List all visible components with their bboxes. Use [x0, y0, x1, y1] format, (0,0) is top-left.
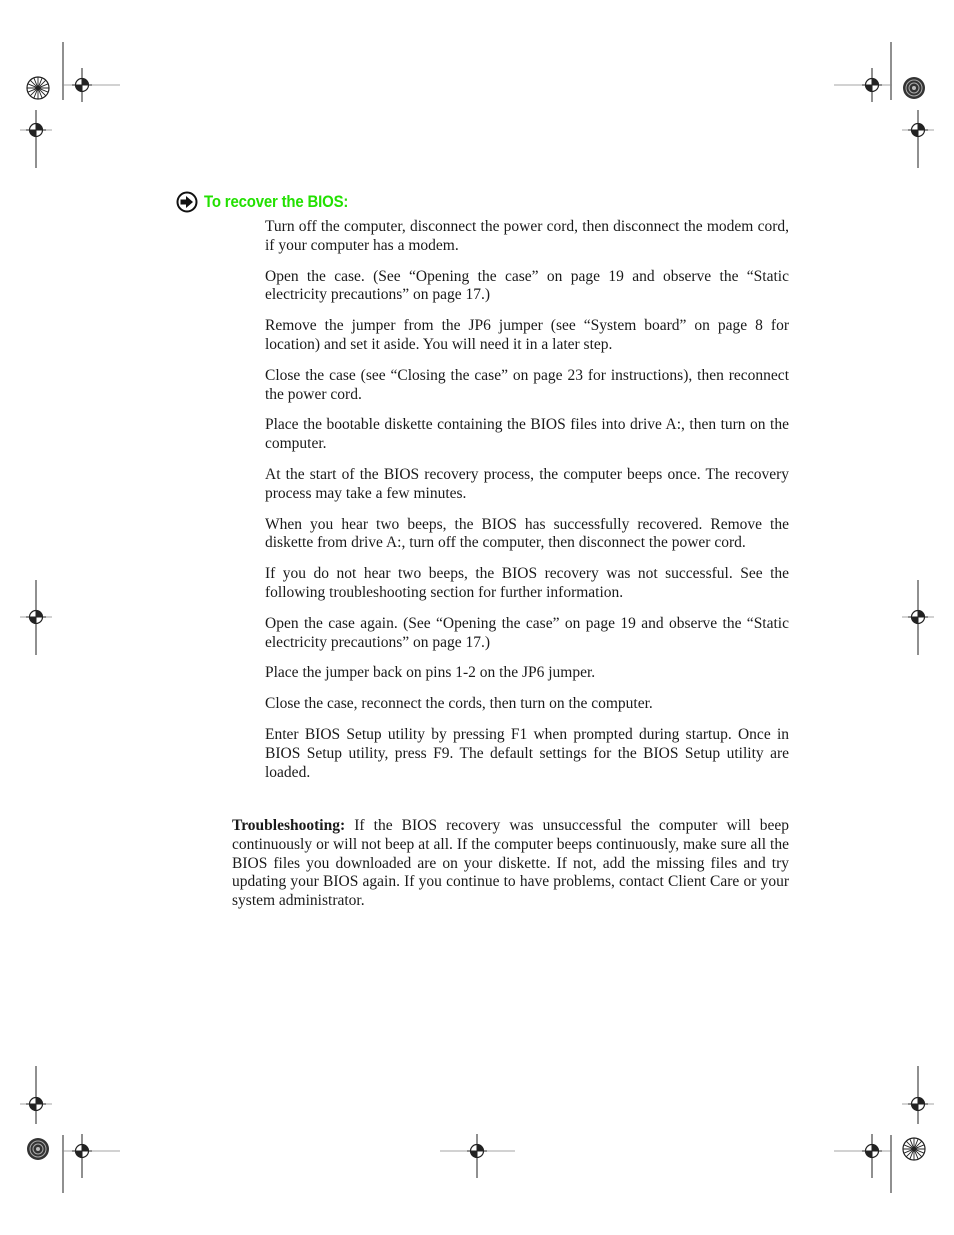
- step-text: Close the case, reconnect the cords, then turn on the computer.: [265, 695, 653, 713]
- step-text: At the start of the BIOS recovery process, the computer beeps once. The recovery process may take a few minutes.: [265, 465, 789, 502]
- troubleshooting-paragraph: [232, 817, 789, 911]
- step-text: Remove the jumper from the JP6 jumper (see “System board” on page 8 for location) and set it aside. You will need it in a later step.: [265, 317, 789, 353]
- step-text: If you do not hear two beeps, the BIOS recovery was not successful. See the following troubleshooting section for further information.: [265, 565, 789, 601]
- step-text: Open the case again. (See “Opening the case” on page 19 and observe the “Static electricity precautions” on page 17.): [265, 614, 789, 651]
- step-text: Place the jumper back on pins 1-2 on the JP6 jumper.: [265, 664, 596, 682]
- step-text: When you hear two beeps, the BIOS has successfully recovered. Remove the diskette from drive A:, turn off the computer, then disconnect the power cord.: [265, 515, 789, 552]
- steps-list: [265, 218, 789, 794]
- step-text: Enter BIOS Setup utility by pressing F1 when prompted during startup. Once in BIOS Setup utility, press F9. The default settings for the BIOS Setup utility are loaded.: [265, 725, 789, 781]
- section-heading: [176, 190, 368, 214]
- troubleshooting-text: If the BIOS recovery was unsuccessful the computer will beep continuously or will not beep at all. If the computer beeps continuously, make sure all the BIOS files you downloaded are on your diskette. If not, add the missing files and try updating your BIOS again. If you continue to have problems, contact Client Care or your system administrator.: [232, 817, 789, 910]
- arrow-right-circle-icon: [176, 191, 198, 213]
- step-text: Open the case. (See “Opening the case” on page 19 and observe the “Static electricity precautions” on page 17.): [265, 267, 789, 304]
- section-title: To recover the BIOS:: [204, 192, 349, 211]
- step-text: Place the bootable diskette containing the BIOS files into drive A:, then turn on the computer.: [265, 416, 789, 453]
- troubleshooting-label: Troubleshooting:: [232, 817, 346, 834]
- step-text: Turn off the computer, disconnect the power cord, then disconnect the modem cord, if your computer has a modem.: [265, 218, 789, 254]
- step-text: Close the case (see “Closing the case” on page 23 for instructions), then reconnect the power cord.: [265, 366, 789, 403]
